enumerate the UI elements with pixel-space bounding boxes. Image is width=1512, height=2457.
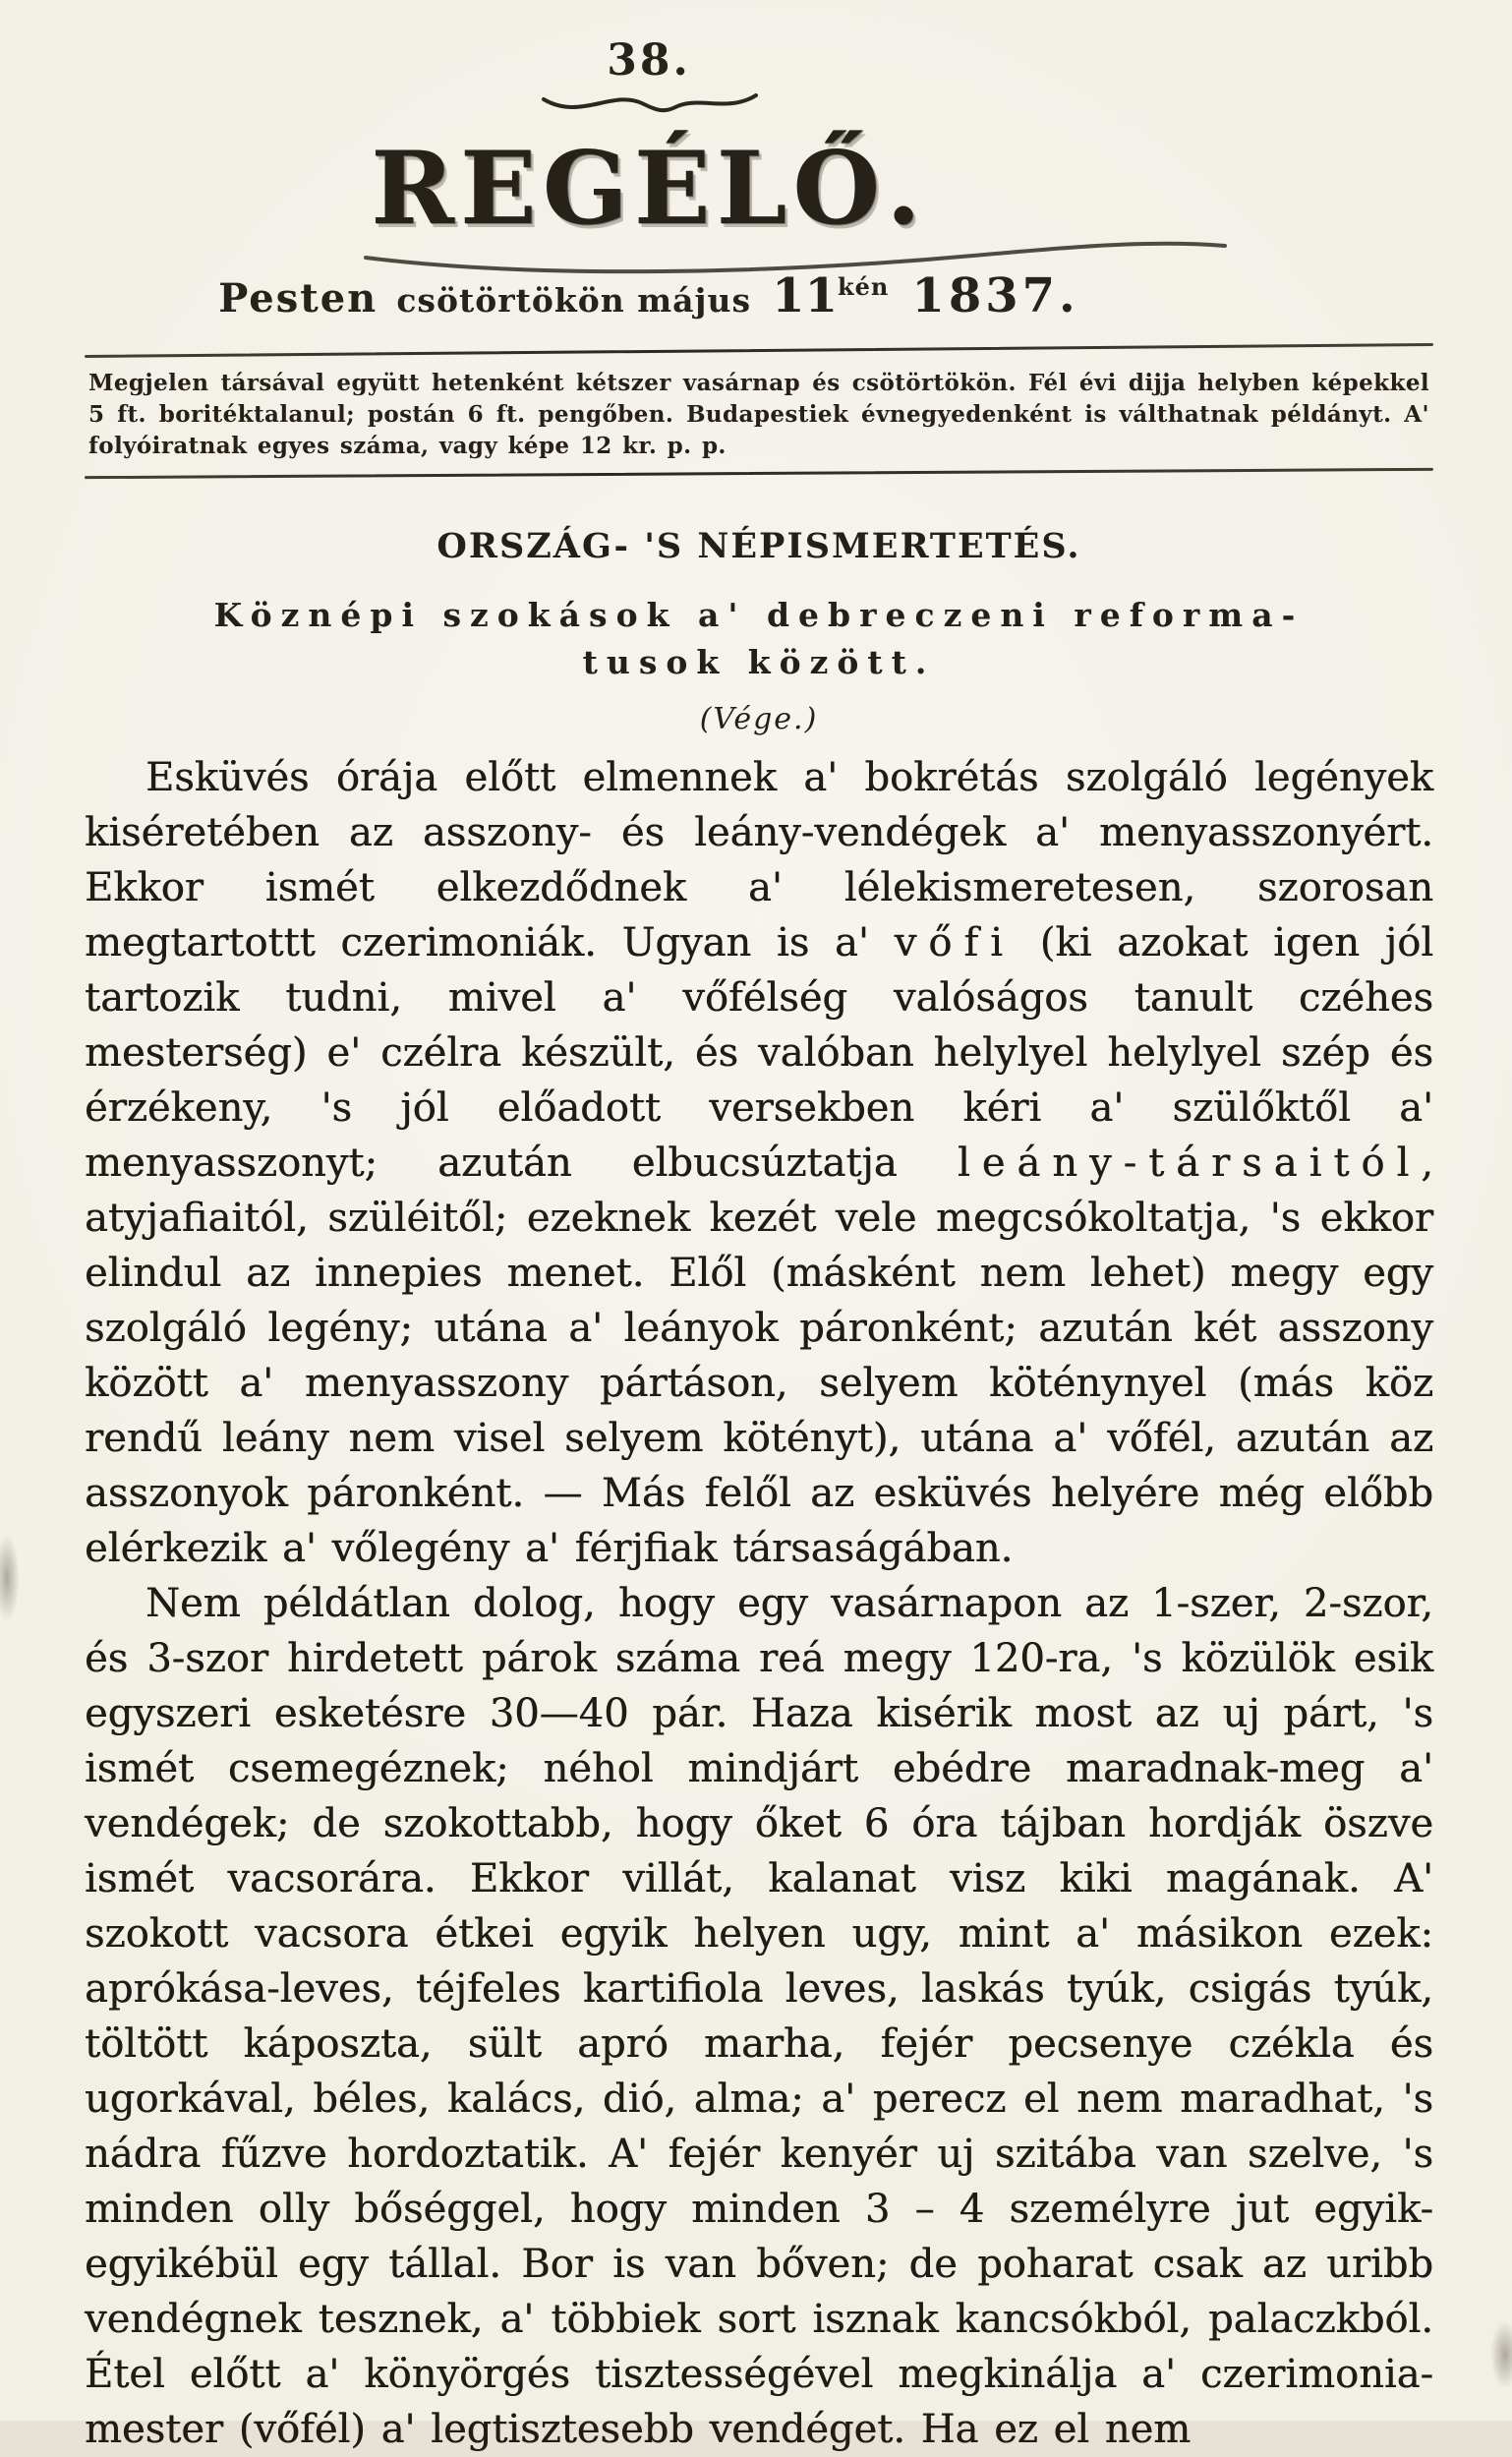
article (85, 526, 1433, 2457)
masthead-title: REGÉLŐ. (371, 130, 927, 248)
dateline-city: Pesten (218, 275, 378, 322)
dateline-year: 1837. (911, 268, 1079, 323)
divider-top (85, 343, 1433, 358)
dateline-day: csötörtökön május (396, 281, 752, 320)
swash-underline-icon (536, 88, 762, 121)
divider-bottom (85, 468, 1433, 479)
paper-smudge (0, 1534, 20, 1622)
paper-smudge (1490, 2320, 1512, 2389)
paragraph-text: (ki azokat igen jól tartozik tudni, mivel a' vőfélség valóságos tanult czéhes mesterség) e' czélra készült, és valóban helylyel helylyel szép és érzékeny, 's jól előadott versekben kéri a' szülőktől a' menyasszonyt; azután elbucsúztatja (85, 920, 1433, 1186)
article-subtitle-line: tusok között. (582, 643, 936, 681)
section-title: ORSZÁG- 'S NÉPISMERTETÉS. (436, 526, 1081, 566)
dateline-daynumber: $11^{kén}$ (772, 268, 890, 323)
emphasized-term: vőfi (894, 920, 1015, 965)
ending-note: (Vége.) (699, 702, 819, 736)
publication-info: Megjelen társával együtt hetenként kétszer vasárnap és csötörtökön. Fél évi dijja helyben képekkel 5 ft. boritéktalanul; postán 6 ft. pengőben. Budapestiek évnegyedenként is válthatnak példányt. A' folyóiratnak egyes száma, vagy képe 12 kr. p. p. (88, 370, 1429, 459)
masthead (39, 0, 1258, 323)
page-column (85, 349, 1433, 2457)
article-subtitle-line: Köznépi szokások a' debreczeni reforma- (213, 596, 1305, 634)
article-paragraph (85, 1576, 1433, 2457)
article-body (85, 750, 1433, 2457)
dateline (39, 268, 1258, 323)
article-subtitle (85, 592, 1433, 686)
paragraph-text: Esküvés órája előtt elmennek a' bokrétás szolgáló legények kiséretében az asszony- és leány-vendégek a' menyasszonyért. Ekkor ismét elkezdődnek a' lélekismeretesen, szorosan megtartottt czerimoniák. Ugyan is a' (85, 755, 1433, 965)
issue-number: 38. (607, 35, 691, 86)
paragraph-text: , atyjafiaitól, szüléitől; ezeknek kezét vele megcsókoltatja, 's ekkor elindul az innepies menet. Elől (másként nem lehet) megy egy szolgáló legény; utána a' leányok páronként; azután két asszony között a' menyasszony pártáson, selyem köténynyel (más köz rendű leány nem visel selyem kötényt), utána a' vőfél, azután az asszonyok páronként. — Más felől az esküvés helyére még előbb elérkezik a' vőlegény a' férjfiak társaságában. (85, 1141, 1433, 1571)
emphasized-term: leány-társaitól (957, 1141, 1422, 1186)
paragraph-text: Nem példátlan dolog, hogy egy vasárnapon az 1-szer, 2-szor, és 3-szor hirdetett párok száma reá megy 120-ra, 's közülök esik egyszeri esketésre 30—40 pár. Haza kisérik most az uj párt, 's ismét csemegéznek; néhol mindjárt ebédre maradnak-meg a' vendégek; de szokottabb, hogy őket 6 óra tájban hordják öszve ismét vacsorára. Ekkor villát, kalanat visz kiki magának. A' szokott vacsora étkei egyik helyen ugy, mint a' másikon ezek: aprókása-leves, téjfeles kartifiola leves, laskás tyúk, csigás tyúk, töltött káposzta, sült apró marha, fejér pecsenye czékla és ugorkával, béles, kalács, dió, alma; a' perecz el nem maradhat, 's nádra fűzve hordoztatik. A' fejér kenyér uj szitába van szelve, 's minden olly bőséggel, hogy minden 3 – 4 személyre jut egyik-egyikébül egy tállal. Bor is van bőven; de poharat csak az uribb vendégnek tesznek, a' többiek sort isznak kancsókból, palaczkból. Étel előtt a' könyörgés tisztességével megkinálja a' czerimonia-mester (vőfél) a' legtisztesebb vendéget. Ha ez el nem (85, 1581, 1433, 2452)
article-paragraph (85, 750, 1433, 1576)
dateline-daysuffix: kén (837, 272, 890, 301)
